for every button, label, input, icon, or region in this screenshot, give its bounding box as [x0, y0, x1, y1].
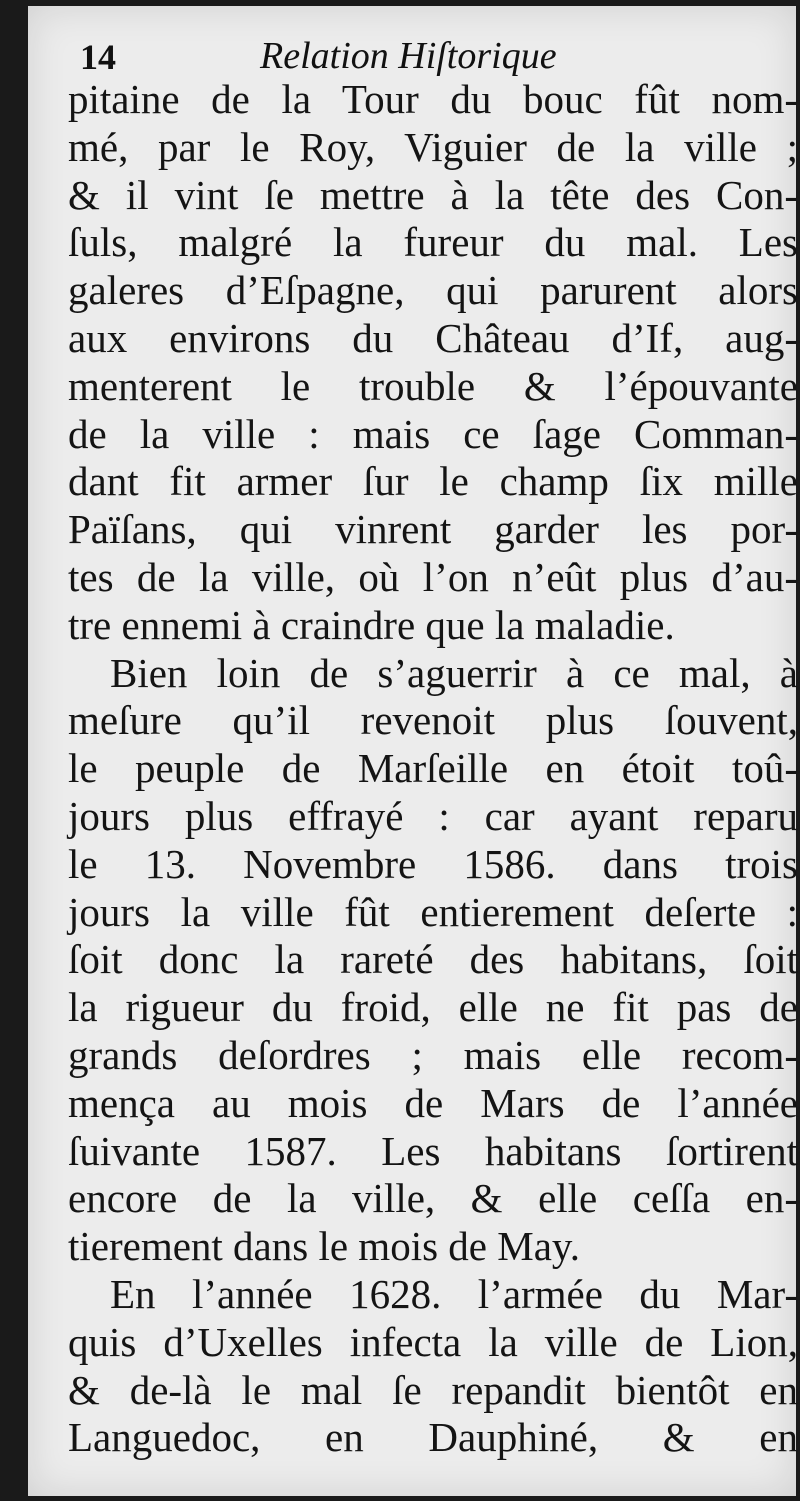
running-title: Relation Hiſtorique	[260, 35, 557, 77]
text-line: tre ennemi à craindre que la maladie.	[68, 601, 675, 648]
text-line: encore de la ville, & elle ceſſa en-	[68, 1175, 798, 1222]
text-line: ſuls, malgré la fureur du mal. Les	[68, 219, 798, 266]
text-line: tes de la ville, où l’on n’eût plus d’au-	[68, 553, 798, 600]
text-line: meſure qu’il revenoit plus ſouvent,	[68, 697, 798, 744]
text-line: le peuple de Marſeille en étoit toû-	[68, 745, 798, 792]
paragraph-1	[68, 76, 798, 650]
text-line: tierement dans le mois de May.	[68, 1223, 580, 1270]
paragraph-3	[68, 1271, 798, 1462]
text-line: quis d’Uxelles infecta la ville de Lion,	[68, 1318, 798, 1365]
text-line: aux environs du Château d’If, aug-	[68, 314, 798, 361]
text-line: grands deſordres ; mais elle recom-	[68, 1031, 798, 1078]
text-line: mença au mois de Mars de l’année	[68, 1079, 798, 1126]
text-line: mé, par le Roy, Viguier de la ville ;	[68, 123, 798, 170]
text-line: & il vint ſe mettre à la tête des Con-	[68, 171, 798, 218]
paragraph-2	[68, 650, 798, 1271]
text-line: Languedoc, en Dauphiné, & en	[68, 1414, 798, 1461]
text-line: & de-là le mal ſe repandit bientôt en	[68, 1366, 798, 1413]
running-head	[72, 30, 772, 80]
text-line: Païſans, qui vinrent garder les por-	[68, 506, 798, 553]
text-line: menterent le trouble & l’épouvante	[68, 362, 798, 409]
text-line: ſoit donc la rareté des habitans, ſoit	[68, 936, 798, 983]
text-line: le 13. Novembre 1586. dans trois	[68, 840, 798, 887]
text-line: jours la ville fût entierement deſerte :	[68, 888, 798, 935]
book-page	[28, 6, 796, 1496]
text-line: ſuivante 1587. Les habitans ſortirent	[68, 1127, 798, 1174]
body-text	[68, 76, 798, 1462]
text-line: jours plus effrayé : car ayant reparu	[68, 792, 798, 839]
text-line: Bien loin de s’aguerrir à ce mal, à	[110, 649, 798, 696]
text-line: pitaine de la Tour du bouc fût nom-	[68, 76, 798, 122]
text-line: de la ville : mais ce ſage Comman-	[68, 410, 798, 457]
text-line: En l’année 1628. l’armée du Mar-	[110, 1270, 798, 1317]
page-number: 14	[80, 37, 116, 77]
text-line: la rigueur du froid, elle ne fit pas de	[68, 984, 798, 1031]
text-line: galeres d’Eſpagne, qui parurent alors	[68, 267, 798, 314]
text-line: dant fit armer ſur le champ ſix mille	[68, 458, 798, 505]
